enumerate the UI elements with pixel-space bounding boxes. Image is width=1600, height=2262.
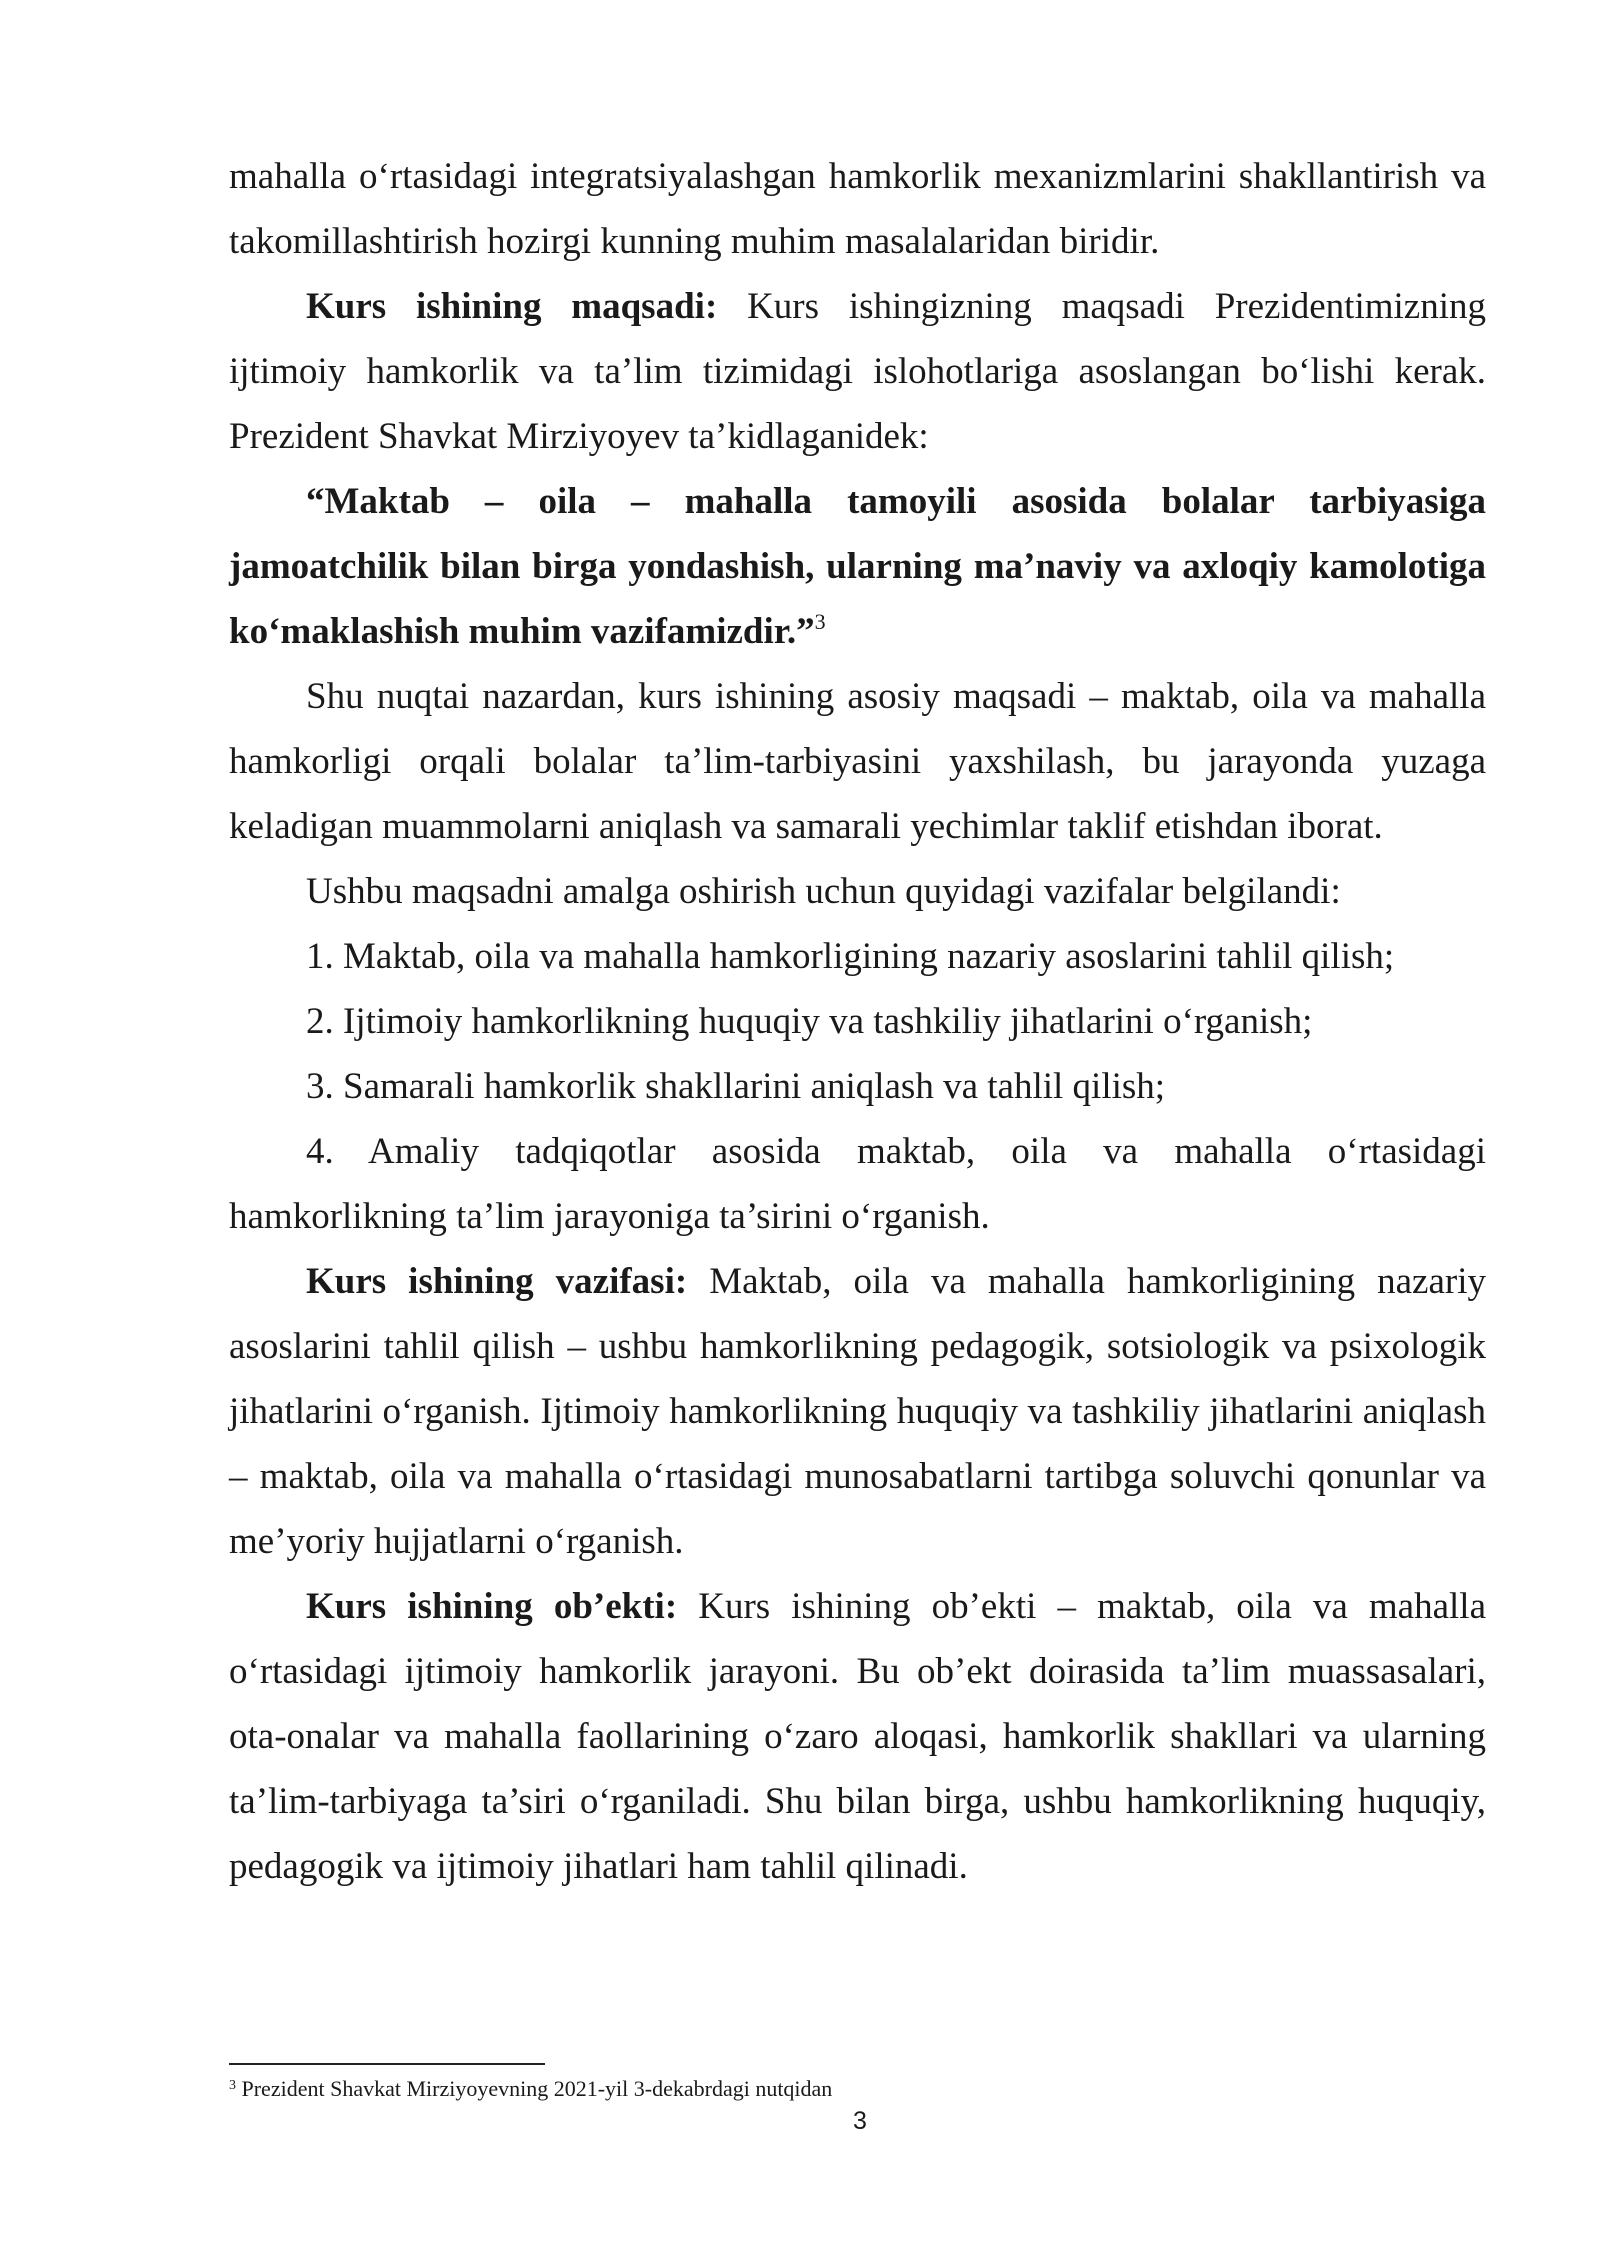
paragraph-ushbu: Ushbu maqsadni amalga oshirish uchun quyidagi vazifalar belgilandi:: [306, 871, 1341, 912]
heading-maqsad: Kurs ishining maqsadi:: [306, 286, 718, 327]
heading-vazifa: Kurs ishining vazifasi:: [306, 1261, 688, 1302]
footnote: [229, 2074, 1486, 2104]
paragraph-maqsad: [229, 274, 1486, 469]
text-vazifa: Maktab, oila va mahalla hamkorligining nazariy asoslarini tahlil qilish – ushbu hamkorlikning pedagogik, sotsiologik va psixologik jihatlarini o‘rganish. Ijtimoiy hamkorlikning huquqiy va tashkiliy jihatlarini aniqlash – maktab, oila va mahalla o‘rtasidagi munosabatlarni tartibga soluvchi qonunlar va me’yoriy hujjatlarni o‘rganish.: [229, 1261, 1486, 1562]
paragraph-intro: mahalla o‘rtasidagi integratsiyalashgan hamkorlik mexanizmlarini shakllantirish va takomillashtirish hozirgi kunning muhim masalalaridan biridir.: [229, 156, 1486, 262]
task-item-3: 3. Samarali hamkorlik shakllarini aniqlash va tahlil qilish;: [306, 1066, 1166, 1107]
footnote-text: Prezident Shavkat Mirziyoyevning 2021-yil 3-dekabrdagi nutqidan: [236, 2076, 833, 2101]
task-item-4: 4. Amaliy tadqiqotlar asosida maktab, oila va mahalla o‘rtasidagi hamkorlikning ta’lim jarayoniga ta’sirini o‘rganish.: [229, 1131, 1486, 1237]
paragraph-vazifa: [229, 1249, 1486, 1574]
task-item-2: 2. Ijtimoiy hamkorlikning huquqiy va tashkiliy jihatlarini o‘rganish;: [306, 1001, 1313, 1042]
footnote-marker: 3: [229, 2078, 236, 2093]
paragraph-shu: Shu nuqtai nazardan, kurs ishining asosiy maqsadi – maktab, oila va mahalla hamkorligi orqali bolalar ta’lim-tarbiyasini yaxshilash, bu jarayonda yuzaga keladigan muammolarni aniqlash va samarali yechimlar taklif etishdan iborat.: [229, 676, 1486, 847]
task-item-1: 1. Maktab, oila va mahalla hamkorligining nazariy asoslarini tahlil qilish;: [306, 936, 1395, 977]
footnote-separator: [229, 2063, 545, 2065]
heading-obekt: Kurs ishining ob’ekti:: [306, 1586, 678, 1627]
text-maqsad: Kurs ishingizning maqsadi Prezidentimizning ijtimoiy hamkorlik va ta’lim tizimidagi islohotlariga asoslangan bo‘lishi kerak. Prezident Shavkat Mirziyoyev ta’kidlaganidek:: [229, 286, 1486, 457]
footnote-reference: 3: [814, 609, 826, 634]
page-number: 3: [853, 2107, 867, 2135]
body-text: [229, 144, 1486, 1899]
paragraph-obekt: [229, 1574, 1486, 1899]
president-quote: [229, 469, 1486, 664]
quote-text: “Maktab – oila – mahalla tamoyili asosida bolalar tarbiyasiga jamoatchilik bilan birga yondashish, ularning ma’naviy va axloqiy kamolotiga ko‘maklashish muhim vazifamizdir.”: [229, 481, 1486, 652]
text-obekt: Kurs ishining ob’ekti – maktab, oila va mahalla o‘rtasidagi ijtimoiy hamkorlik jarayoni. Bu ob’ekt doirasida ta’lim muassasalari, ota-onalar va mahalla faollarining o‘zaro aloqasi, hamkorlik shakllari va ularning ta’lim-tarbiyaga ta’siri o‘rganiladi. Shu bilan birga, ushbu hamkorlikning huquqiy, pedagogik va ijtimoiy jihatlari ham tahlil qilinadi.: [229, 1586, 1486, 1887]
